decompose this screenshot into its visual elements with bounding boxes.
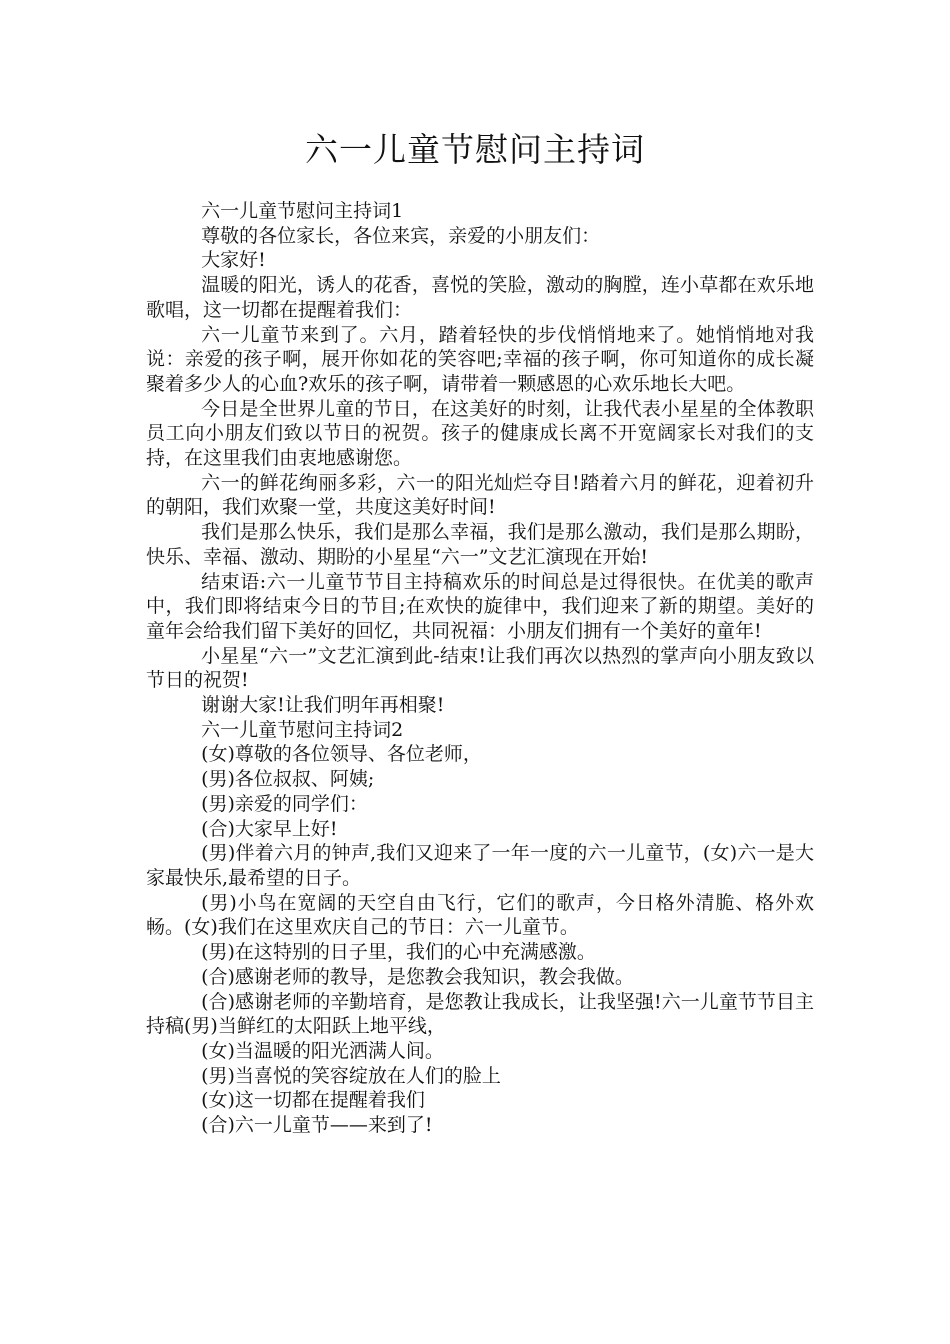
paragraph: (合)六一儿童节——来到了! <box>201 1114 433 1137</box>
paragraph: (男)伴着六月的钟声,我们又迎来了一年一度的六一儿童节，(女)六一是大家最快乐,最希望的日子。 <box>146 842 814 889</box>
paragraph: (女)当温暖的阳光洒满人间。 <box>201 1039 444 1062</box>
paragraph: 大家好! <box>201 249 266 272</box>
paragraph: (男)当喜悦的笑容绽放在人们的脸上 <box>201 1064 501 1087</box>
paragraph: (合)感谢老师的辛勤培育，是您教让我成长，让我坚强!六一儿童节节目主持稿(男)当鲜红的太阳跃上地平线， <box>146 990 814 1038</box>
paragraph: 温暖的阳光，诱人的花香，喜悦的笑脸，激动的胸膛，连小草都在欢乐地歌唱，这一切都在提醒着我们： <box>146 274 814 321</box>
paragraph: 六一儿童节慰问主持词1 <box>201 200 404 222</box>
paragraph: (合)大家早上好! <box>201 817 338 840</box>
paragraph: (男)各位叔叔、阿姨; <box>201 768 375 791</box>
paragraph: 谢谢大家!让我们明年再相聚! <box>201 694 445 717</box>
paragraph: (男)亲爱的同学们： <box>201 792 368 815</box>
paragraph: (男)在这特别的日子里，我们的心中充满感激。 <box>201 941 596 964</box>
paragraph: (合)感谢老师的教导，是您教会我知识，教会我做。 <box>201 965 634 988</box>
paragraph: 结束语:六一儿童节节目主持稿欢乐的时间总是过得很快。在优美的歌声中，我们即将结束今日的节目;在欢快的旋律中，我们迎来了新的期望。美好的童年会给我们留下美好的回忆，共同祝福：小朋友们拥有一个美好的童年! <box>146 570 814 642</box>
paragraph: (男)小鸟在宽阔的天空自由飞行，它们的歌声，今日格外清脆、格外欢畅。(女)我们在这里欢庆自己的节日：六一儿童节。 <box>146 891 814 939</box>
paragraph: (女)这一切都在提醒着我们 <box>201 1089 425 1112</box>
paragraph: 六一的鲜花绚丽多彩，六一的阳光灿烂夺目!踏着六月的鲜花，迎着初升的朝阳，我们欢聚一堂，共度这美好时间! <box>146 471 814 519</box>
document-title: 六一儿童节慰问主持词 <box>305 130 645 169</box>
paragraph: 六一儿童节来到了。六月，踏着轻快的步伐悄悄地来了。她悄悄地对我说：亲爱的孩子啊，展开你如花的笑容吧;幸福的孩子啊，你可知道你的成长凝聚着多少人的心血?欢乐的孩子啊，请带着一颗感恩的心欢乐地长大吧。 <box>146 323 814 395</box>
paragraph: (女)尊敬的各位领导、各位老师， <box>201 743 482 766</box>
paragraph: 尊敬的各位家长，各位来宾，亲爱的小朋友们： <box>201 224 601 247</box>
paragraph: 六一儿童节慰问主持词2 <box>201 718 404 741</box>
document-body <box>146 199 814 1138</box>
paragraph: 小星星“六一”文艺汇演到此-结束!让我们再次以热烈的掌声向小朋友致以节日的祝贺! <box>146 644 814 692</box>
paragraph: 今日是全世界儿童的节日，在这美好的时刻，让我代表小星星的全体教职员工向小朋友们致以节日的祝贺。孩子的健康成长离不开宽阔家长对我们的支持，在这里我们由衷地感谢您。 <box>146 397 814 470</box>
paragraph: 我们是那么快乐，我们是那么幸福，我们是那么激动，我们是那么期盼，快乐、幸福、激动、期盼的小星星“六一”文艺汇演现在开始! <box>146 521 814 568</box>
